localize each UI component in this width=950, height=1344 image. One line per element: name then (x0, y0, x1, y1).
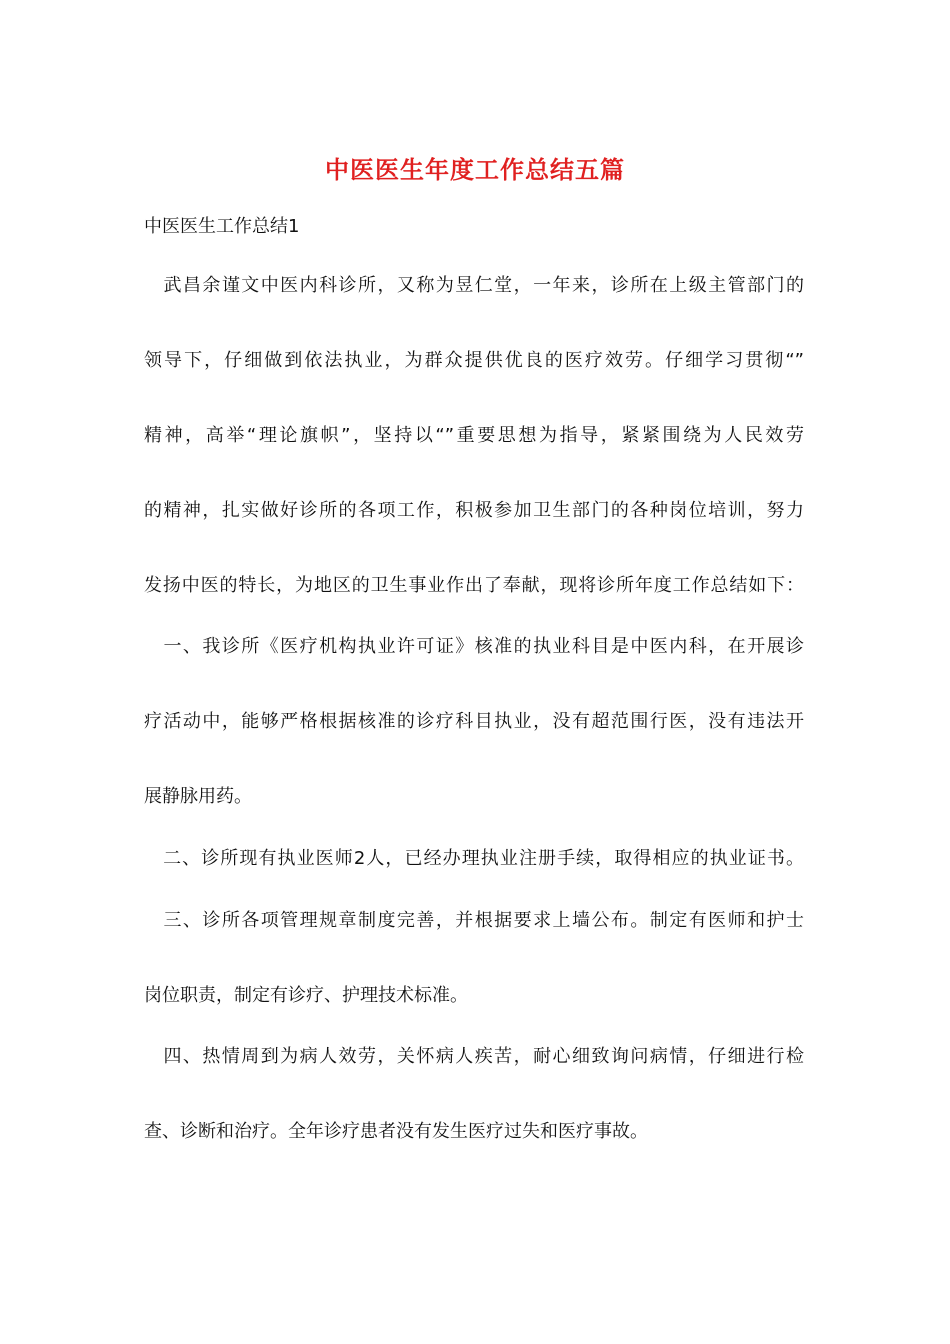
paragraph-line: 发扬中医的特长，为地区的卫生事业作出了奉献，现将诊所年度工作总结如下： (144, 575, 804, 596)
section-title: 中医医生工作总结1 (144, 216, 300, 237)
paragraph-line: 疗活动中，能够严格根据核准的诊疗科目执业，没有超范围行医，没有违法开 (144, 711, 804, 732)
paragraph-line: 展静脉用药。 (144, 786, 252, 807)
paragraph-line: 查、诊断和治疗。全年诊疗患者没有发生医疗过失和医疗事故。 (144, 1121, 648, 1142)
paragraph-line: 四、热情周到为病人效劳，关怀病人疾苦，耐心细致询问病情，仔细进行检 (144, 1046, 804, 1067)
paragraph-line: 三、诊所各项管理规章制度完善，并根据要求上墙公布。制定有医师和护士 (144, 910, 804, 931)
paragraph-line: 武昌余谨文中医内科诊所，又称为昱仁堂，一年来，诊所在上级主管部门的 (144, 275, 804, 296)
paragraph-line: 一、我诊所《医疗机构执业许可证》核准的执业科目是中医内科，在开展诊 (144, 636, 804, 657)
paragraph-line: 岗位职责，制定有诊疗、护理技术标准。 (144, 985, 468, 1006)
paragraph-line: 的精神，扎实做好诊所的各项工作，积极参加卫生部门的各种岗位培训，努力 (144, 500, 804, 521)
paragraph-line: 领导下，仔细做到依法执业，为群众提供优良的医疗效劳。仔细学习贯彻“” (144, 350, 804, 371)
paragraph-line: 精神，高举“理论旗帜”，坚持以“”重要思想为指导，紧紧围绕为人民效劳 (144, 425, 804, 446)
paragraph-line: 二、诊所现有执业医师2人，已经办理执业注册手续，取得相应的执业证书。 (144, 848, 804, 869)
document-title: 中医医生年度工作总结五篇 (325, 155, 625, 184)
